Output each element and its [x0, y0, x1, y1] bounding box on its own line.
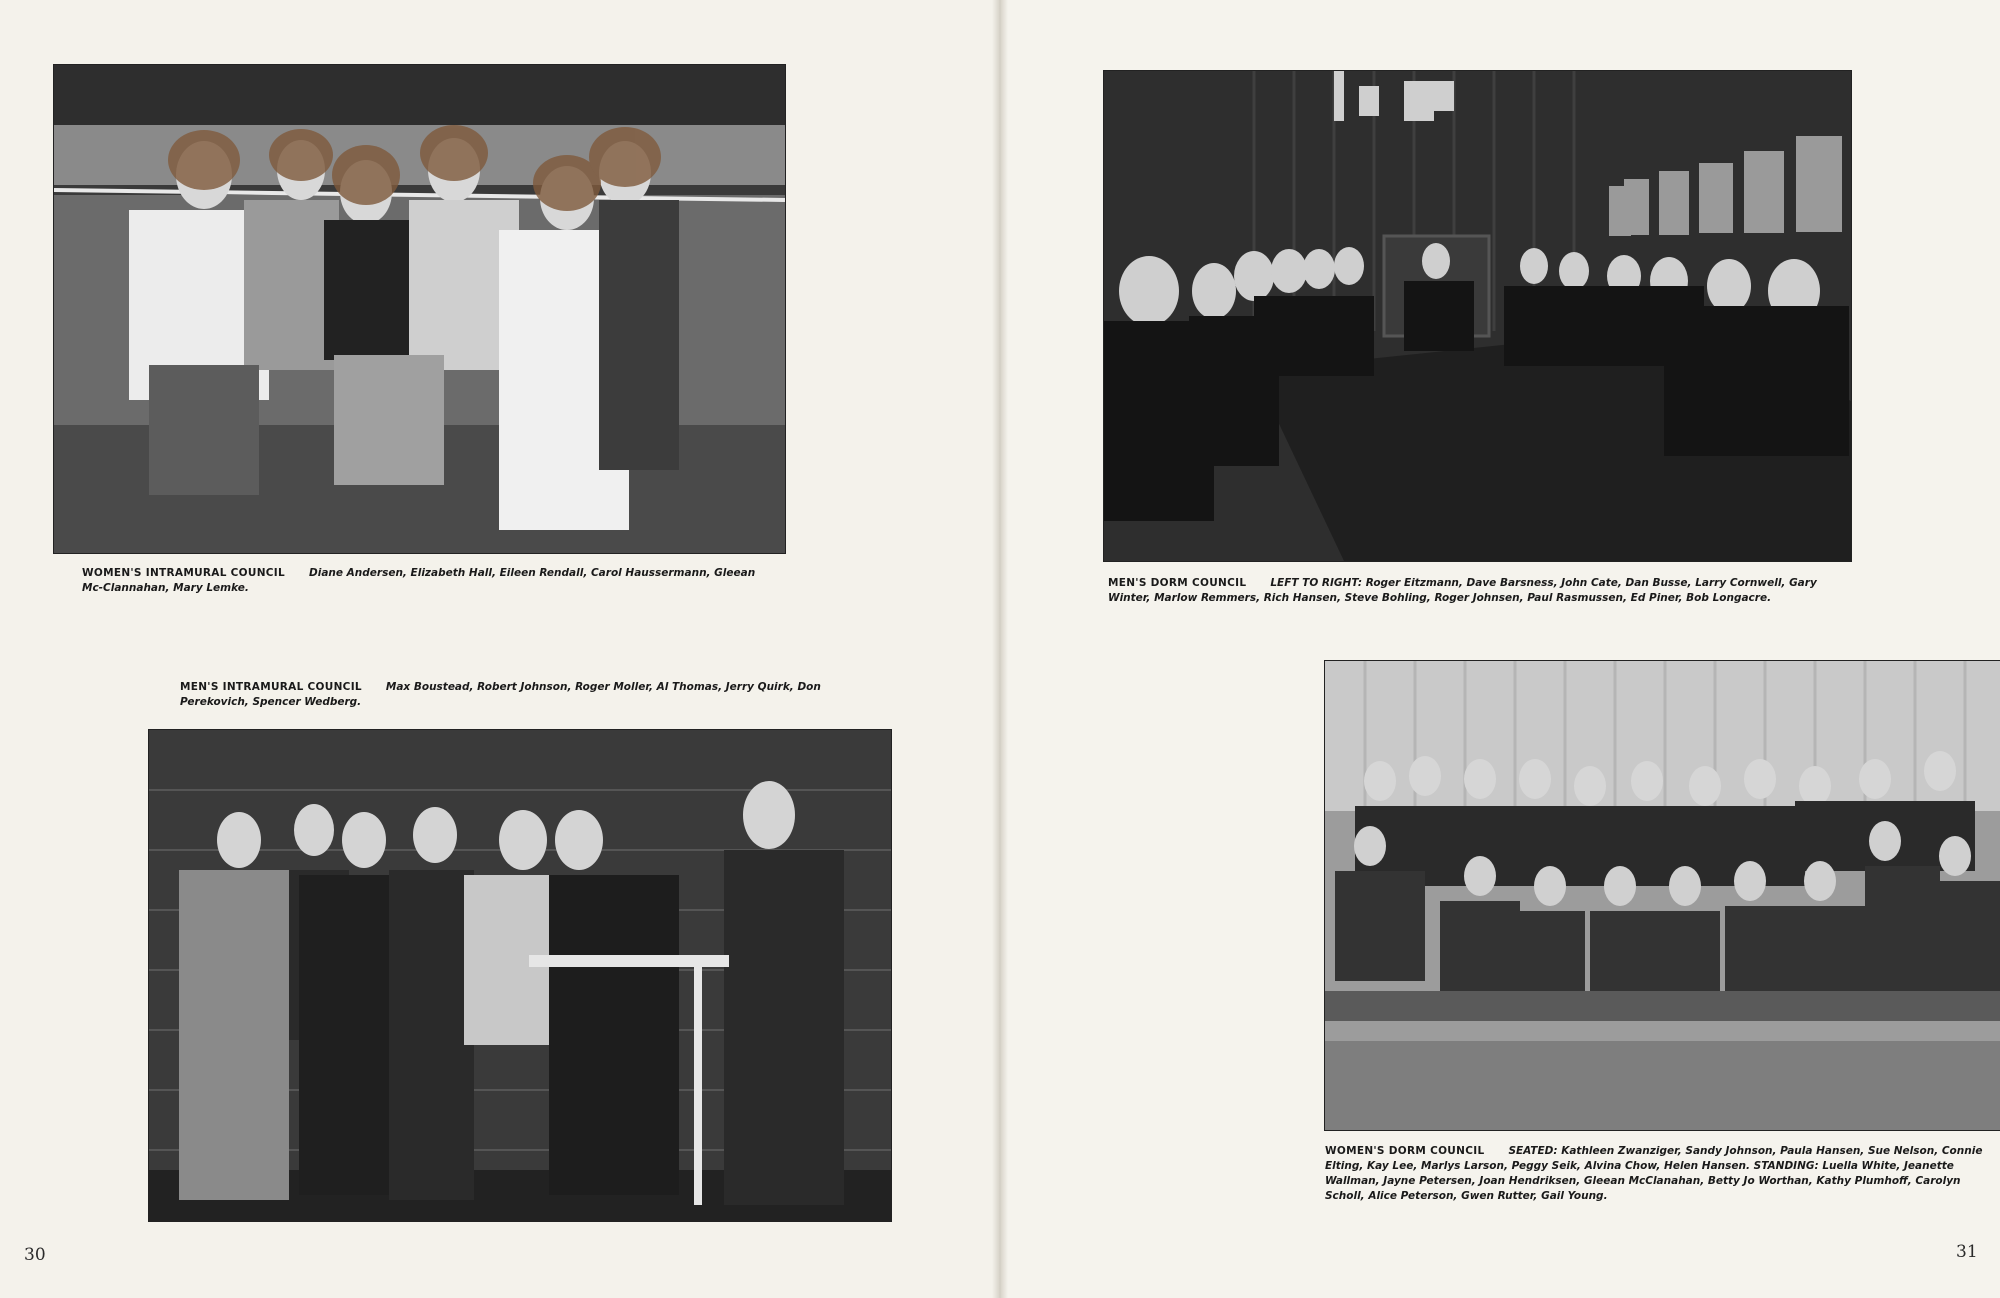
caption-names: LEFT TO RIGHT: Roger Eitzmann, Dave Barsness, John Cate, Dan Busse, Larry Cornwell, Gary Winter, Marlow Remmers, Rich Hansen, Steve Bohling, Roger Johnsen, Paul Rasmussen, Ed Piner, Bob Longacre. [1108, 577, 1817, 604]
caption-names: Diane Andersen, Elizabeth Hall, Eileen Rendall, Carol Haussermann, Gleean Mc-Clannahan, Mary Lemke. [82, 567, 756, 594]
mens-intramural-photo [148, 729, 892, 1222]
womens-dorm-photo [1324, 660, 2000, 1131]
mens-dorm-caption [1108, 576, 1852, 606]
caption-names: Max Boustead, Robert Johnson, Roger Moller, Al Thomas, Jerry Quirk, Don Perekovich, Spencer Wedberg. [180, 681, 821, 708]
womens-intramural-photo [53, 64, 786, 554]
womens-dorm-caption [1325, 1144, 1985, 1204]
left-page-number: 30 [24, 1245, 46, 1265]
caption-title: WOMEN'S DORM COUNCIL [1325, 1145, 1485, 1157]
caption-names: SEATED: Kathleen Zwanziger, Sandy Johnson, Paula Hansen, Sue Nelson, Connie Elting, Kay Lee, Marlys Larson, Peggy Seik, Alvina Chow, Helen Hansen. STANDING: Luella White, Jeanette Wallman, Jayne Petersen, Joan Hendriksen, Gleean McClanahan, Betty Jo Worthan, Kathy Plumhoff, Carolyn Scholl, Alice Peterson, Gwen Rutter, Gail Young. [1325, 1145, 1983, 1202]
womens-intramural-caption [82, 566, 758, 596]
caption-title: WOMEN'S INTRAMURAL COUNCIL [82, 567, 285, 579]
caption-title: MEN'S DORM COUNCIL [1108, 577, 1247, 589]
right-page-number: 31 [1956, 1242, 1978, 1262]
mens-dorm-photo [1103, 70, 1852, 562]
caption-title: MEN'S INTRAMURAL COUNCIL [180, 681, 362, 693]
mens-intramural-caption [180, 680, 870, 710]
book-gutter [992, 0, 1008, 1298]
